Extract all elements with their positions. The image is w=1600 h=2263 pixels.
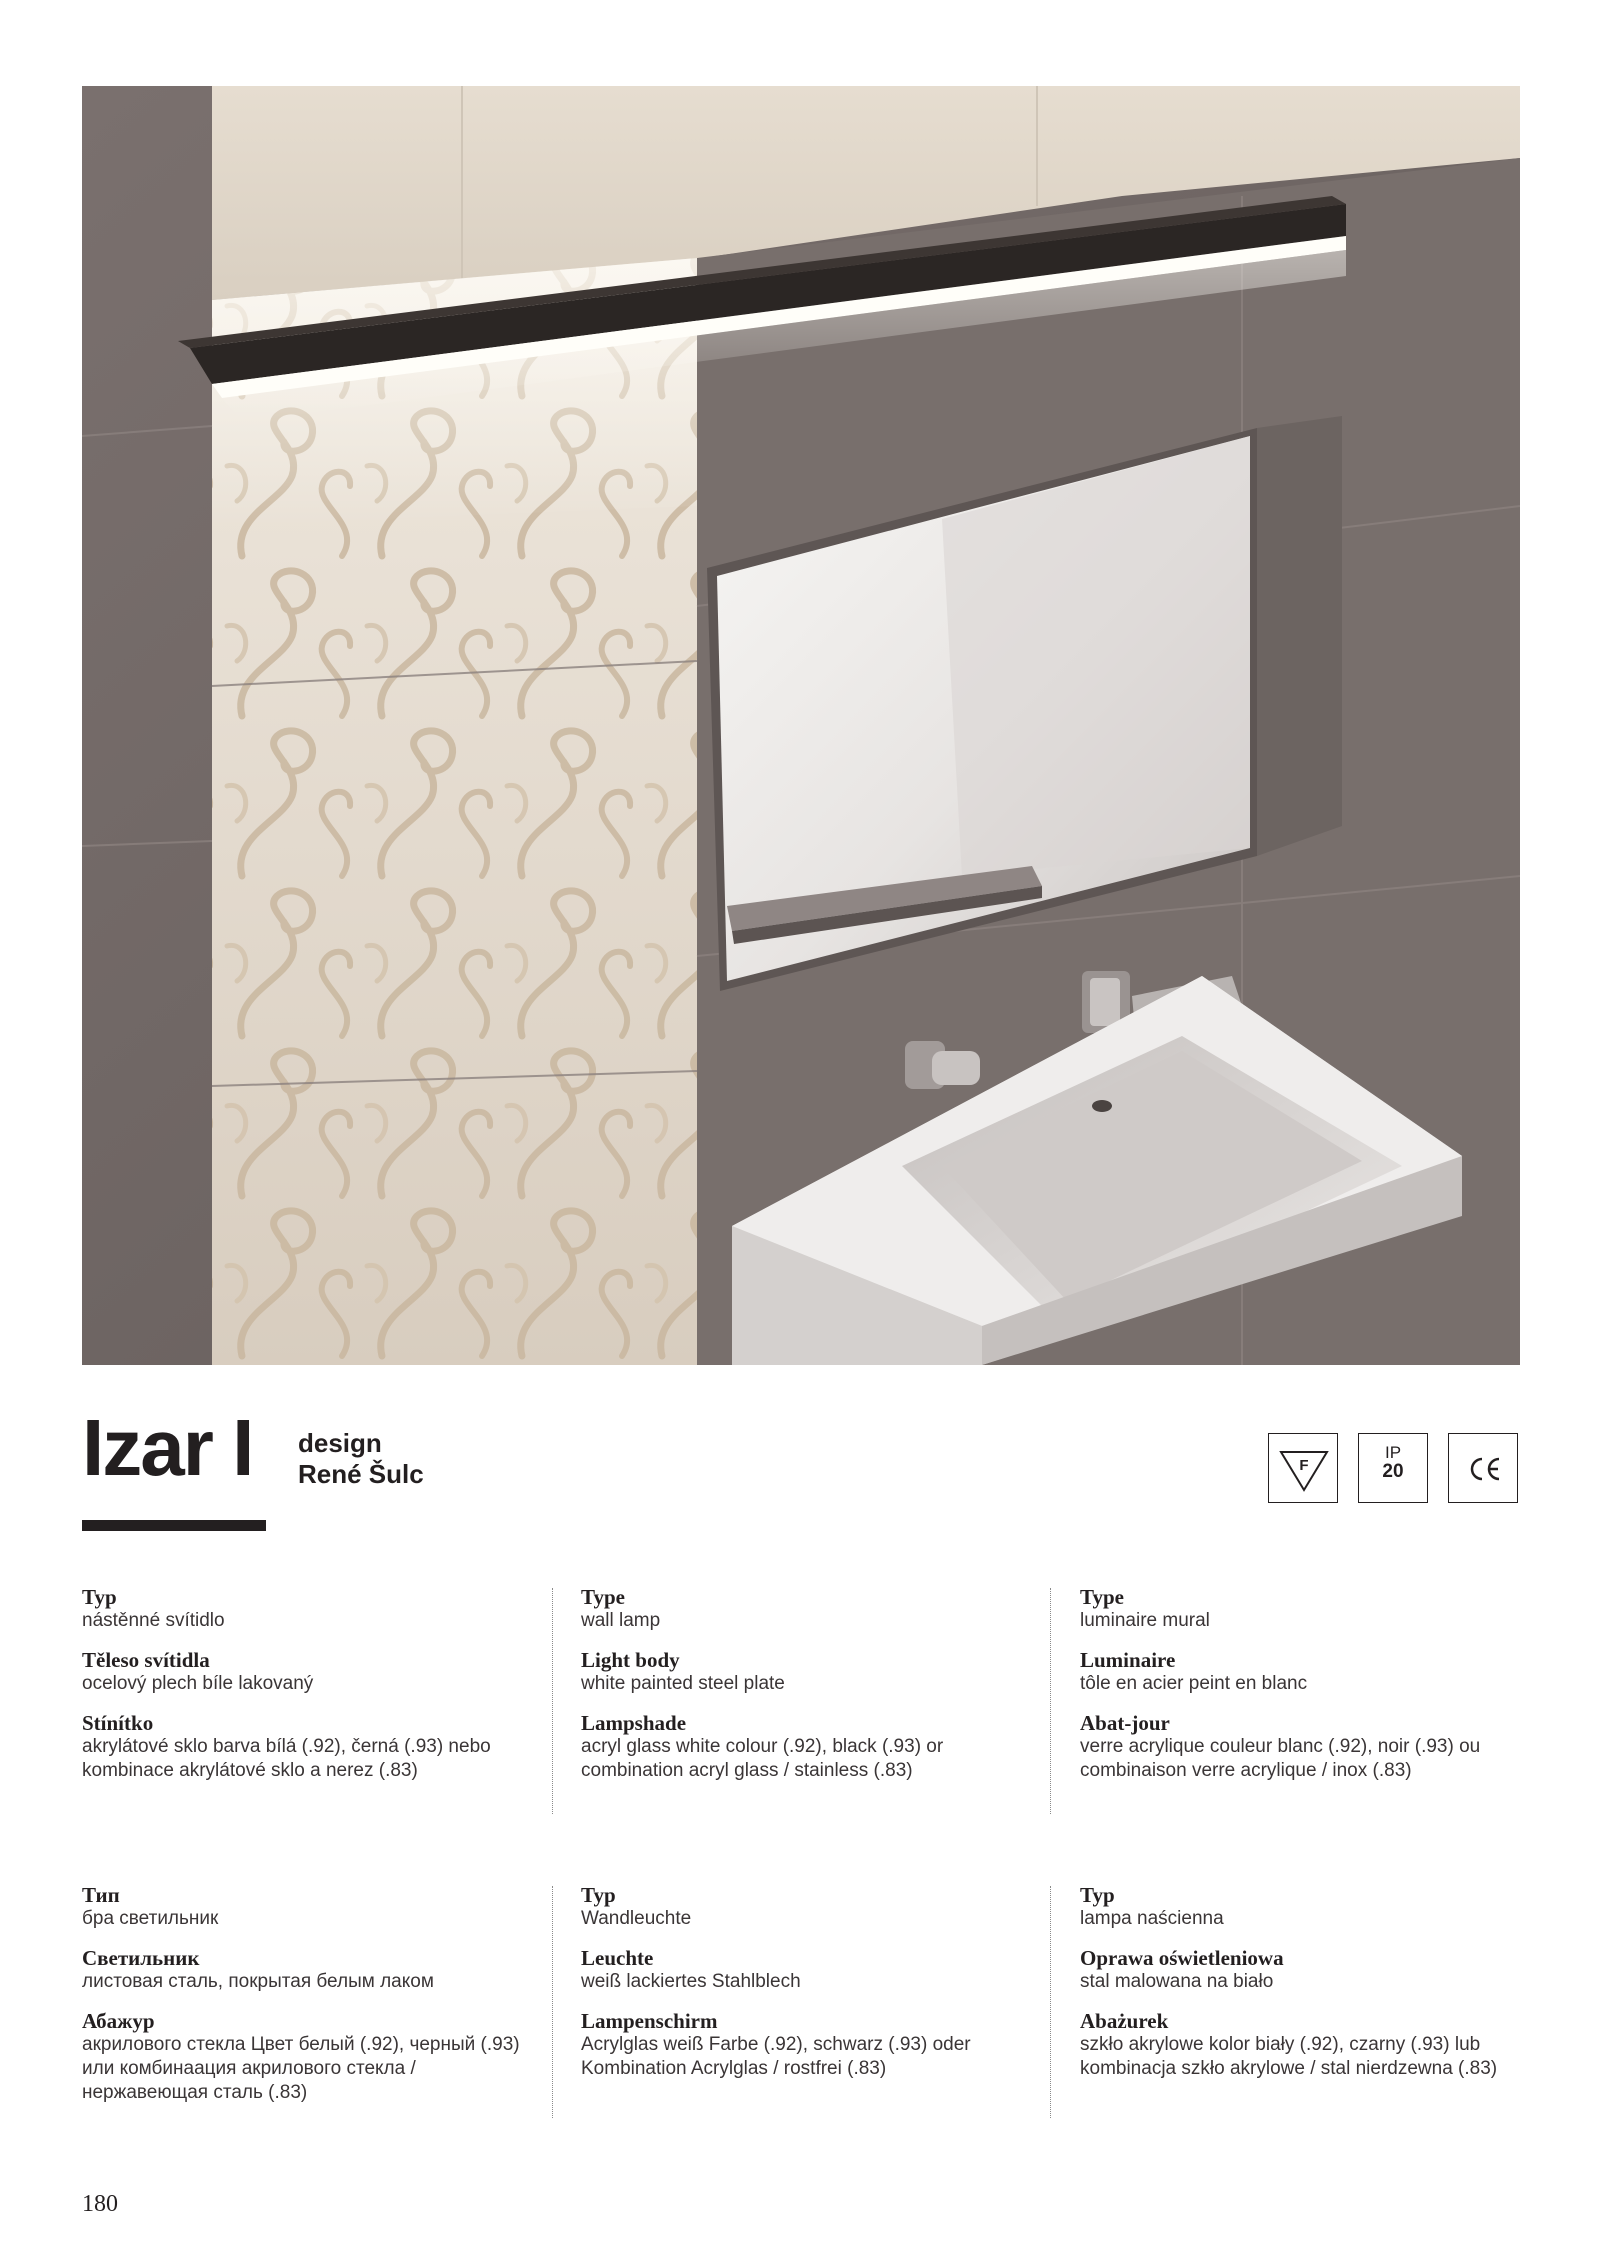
f-mark-text: F: [1299, 1457, 1309, 1474]
column-divider: [552, 1886, 553, 2118]
spec-column-de: [581, 1883, 1021, 2118]
spec-value: white painted steel plate: [581, 1673, 785, 1694]
page-number: 180: [82, 2191, 118, 2217]
spec-field: [581, 1883, 1021, 1931]
spec-column-pl: [1080, 1883, 1520, 2118]
spec-field: [1080, 1946, 1520, 1994]
spec-field: [1080, 1883, 1520, 1931]
spec-field: [581, 1711, 1021, 1783]
spec-value: листовая сталь, покрытая белым лаком: [82, 1971, 434, 1992]
spec-field: [1080, 2009, 1520, 2081]
ip-value: 20: [1382, 1461, 1404, 1482]
spec-value: stal malowana na biało: [1080, 1971, 1274, 1992]
spec-field: [82, 2009, 522, 2105]
spec-label: Lampshade: [581, 1711, 687, 1735]
spec-value: szkło akrylowe kolor biały (.92), czarny (.93) lub kombinacja szkło akrylowe / stal nierdzewna (.83): [1080, 2034, 1498, 2079]
spec-column-fr: [1080, 1585, 1520, 1815]
spec-label: Абажур: [82, 2009, 155, 2033]
spec-label: Lampenschirm: [581, 2009, 718, 2033]
spec-field: [82, 1648, 522, 1696]
spec-value: nástěnné svítidlo: [82, 1610, 225, 1631]
spec-value: lampa naścienna: [1080, 1908, 1224, 1929]
spec-value: ocelový plech bíle lakovaný: [82, 1673, 314, 1694]
ip-rating-icon: [1358, 1433, 1428, 1503]
spec-field: [82, 1711, 522, 1783]
spec-value: Acrylglas weiß Farbe (.92), schwarz (.93) oder Kombination Acrylglas / rostfrei (.83): [581, 2034, 971, 2079]
spec-field: [82, 1946, 522, 1994]
spec-value: weiß lackiertes Stahlblech: [581, 1971, 801, 1992]
product-photo: [82, 86, 1520, 1365]
spec-value: akrylátové sklo barva bílá (.92), černá (.93) nebo kombinace akrylátové sklo a nerez (.83): [82, 1736, 491, 1781]
column-divider: [1050, 1886, 1051, 2118]
spec-label: Typ: [581, 1883, 616, 1907]
spec-value: акрилового стекла Цвет белый (.92), черный (.93) или комбинаация акрилового стекла / нержавеющая сталь (.83): [82, 2034, 520, 2103]
spec-label: Light body: [581, 1648, 680, 1672]
spec-label: Luminaire: [1080, 1648, 1176, 1672]
spec-field: [1080, 1648, 1520, 1696]
spec-label: Těleso svítidla: [82, 1648, 210, 1672]
spec-label: Светильник: [82, 1946, 200, 1970]
design-label: design: [298, 1428, 382, 1458]
spec-value: acryl glass white colour (.92), black (.93) or combination acryl glass / stainless (.83): [581, 1736, 944, 1781]
spec-label: Stínítko: [82, 1711, 154, 1735]
spec-label: Typ: [1080, 1883, 1115, 1907]
f-mark-triangle-icon: [1268, 1433, 1338, 1503]
spec-label: Typ: [82, 1585, 117, 1609]
spec-label: Abat-jour: [1080, 1711, 1170, 1735]
ce-mark-icon: [1448, 1433, 1518, 1503]
bathroom-photo-illustration: [82, 86, 1520, 1365]
spec-value: luminaire mural: [1080, 1610, 1210, 1631]
spec-label: Leuchte: [581, 1946, 654, 1970]
spec-label: Abażurek: [1080, 2009, 1169, 2033]
ip-label: IP: [1384, 1443, 1402, 1462]
spec-field: [581, 2009, 1021, 2081]
column-divider: [1050, 1588, 1051, 1814]
spec-value: verre acrylique couleur blanc (.92), noir (.93) ou combinaison verre acrylique / inox (.83): [1080, 1736, 1481, 1781]
title-block: [82, 1403, 253, 1492]
spec-field: [1080, 1711, 1520, 1783]
title-underline: [82, 1520, 266, 1531]
spec-field: [82, 1883, 522, 1931]
spec-column-ru: [82, 1883, 522, 2118]
spec-label: Type: [581, 1585, 625, 1609]
designer-credit: [298, 1428, 424, 1490]
column-divider: [552, 1588, 553, 1814]
spec-label: Type: [1080, 1585, 1124, 1609]
spec-field: [581, 1946, 1021, 1994]
designer-name: René Šulc: [298, 1459, 424, 1489]
spec-label: Тип: [82, 1883, 120, 1907]
spec-value: wall lamp: [581, 1610, 661, 1631]
spec-field: [1080, 1585, 1520, 1633]
spec-value: бра светильник: [82, 1908, 219, 1929]
spec-column-cs: [82, 1585, 522, 1815]
spec-field: [581, 1585, 1021, 1633]
spec-value: tôle en acier peint en blanc: [1080, 1673, 1308, 1694]
spec-value: Wandleuchte: [581, 1908, 692, 1929]
spec-column-en: [581, 1585, 1021, 1815]
spec-field: [581, 1648, 1021, 1696]
spec-label: Oprawa oświetleniowa: [1080, 1946, 1284, 1970]
spec-field: [82, 1585, 522, 1633]
product-title: Izar I: [82, 1403, 253, 1492]
